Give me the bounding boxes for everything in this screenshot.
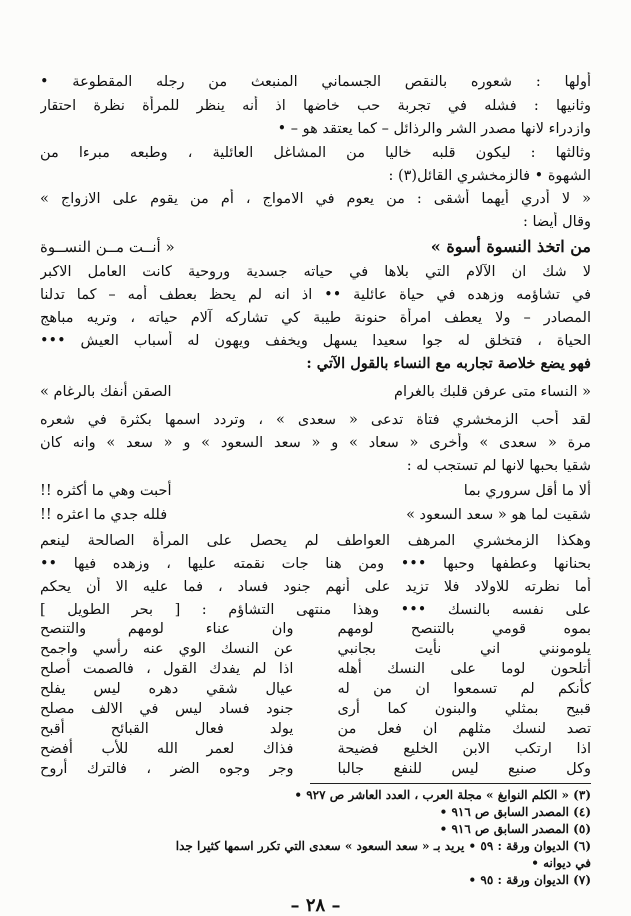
poem-line: [40, 619, 591, 639]
poem-hemistich-left: عن النسك الوي عنه رأسي واجمح: [40, 641, 294, 657]
text-line: فهو يضع خلاصة تجاربه مع النساء بالقول الآتي :: [306, 355, 591, 372]
text-line: على نفسه بالنسك ••• وهذا منتهى التشاؤم : [ بحر الطويل ]: [40, 602, 591, 618]
poem-line: [40, 759, 591, 779]
text-line: أما نظرته للاولاد فلا تزيد على أنهم جنود فساد ، فما عليه الا أن يحكم: [40, 579, 591, 595]
poem-line: [40, 639, 591, 659]
poem-line: [40, 659, 591, 679]
quote-heading-right: من اتخذ النسوة أسوة »: [430, 237, 591, 256]
footnote: (٤) المصدر السابق ص ٩١٦ •: [439, 805, 591, 819]
poem-hemistich-left: عيال شقي دهره ليس يفلح: [40, 681, 294, 697]
page-number: – ٢٨ –: [290, 895, 341, 916]
poem-line: [40, 719, 591, 739]
text-line: وقال أيضا :: [522, 214, 591, 230]
text-line: في تشاؤمه وزهده في حياة عائلية •• اذ انه لم يحظ بعطف أمه – كما تدلنا: [40, 287, 591, 303]
verse-line: [40, 504, 591, 526]
footnote: في ديوانه •: [531, 856, 591, 870]
verse-hemistich-right: « النساء متى عرفن قلبك بالغرام: [394, 384, 591, 400]
poem-hemistich-right: أتلحون لوما على النسك أهله: [337, 661, 591, 677]
text-line: بحنانها وعطفها وحبها ••• ومن هنا جات نقمته عليها ، وزهده فيها ••: [40, 556, 591, 572]
verse-line: [40, 381, 591, 403]
text-line: وازدراء لانها مصدر الشر والرذائل – كما يعتقد هو – •: [277, 121, 591, 137]
poem-hemistich-left: فذاك لعمر الله للأب أفضح: [40, 741, 294, 757]
text-line: لقد أحب الزمخشري فتاة تدعى « سعدى » ، وتردد اسمها بكثرة في شعره: [40, 412, 591, 428]
verse-hemistich-left: الصقن أنفك بالرغام »: [40, 384, 172, 400]
poem-hemistich-right: بموه قومي بالتنصح لومهم: [337, 621, 591, 637]
text-line: وهكذا الزمخشري المرهف العواطف لم يحصل على المرأة الصالحة لينعم: [40, 533, 591, 549]
poem-hemistich-left: يولد فعال القبائح أقبح: [40, 721, 294, 737]
poem-hemistich-left: اذا لم يفدك القول ، فالصمت أصلح: [40, 661, 294, 677]
verse-hemistich-right: ألا ما أقل سروري بما: [463, 483, 591, 499]
poem-line: [40, 739, 591, 759]
verse-hemistich-right: شقيت لما هو « سعد السعود »: [406, 507, 591, 523]
text-line: الحياة ، فتخلق له جوا سعيدا يسهل ويخفف ويهون له أسباب العيش •••: [40, 333, 591, 349]
footnote: (٦) الديوان ورقة : ٥٩ • يريد بـ « سعد السعود » سعدى التي تكرر اسمها كثيرا جدا: [175, 839, 591, 853]
text-line: لا شك ان الآلام التي بلاها في حياته جسدية وروحية كانت العامل الاكبر: [40, 264, 591, 280]
poem-line: [40, 679, 591, 699]
footnote: (٥) المصدر السابق ص ٩١٦ •: [439, 822, 591, 836]
text-line: وثانيها : فشله في تجربة حب خاضها اذ أنه ينظر للمرأة نظرة احتقار: [40, 98, 591, 114]
poem-line: [40, 699, 591, 719]
poem-hemistich-left: وان عناء لومهم والتنصح: [40, 621, 294, 637]
footnote: (٣) « الكلم النوابغ » مجلة العرب ، العدد العاشر ص ٩٢٧ •: [294, 788, 591, 802]
poem-hemistich-right: وكل صنيع ليس للنفع جالبا: [337, 761, 591, 777]
quote-heading: [40, 236, 591, 258]
poem-hemistich-right: قبيح بمثلي والبنون كما أرى: [337, 701, 591, 717]
text-line: وثالثها : ليكون قلبه خاليا من المشاغل العائلية ، وطبعه مبرءا من: [40, 145, 591, 161]
verse-hemistich-left: أحبت وهي ما أكثره !!: [40, 483, 172, 499]
text-line: أولها : شعوره بالنقص الجسماني المنبعث من رجله المقطوعة •: [40, 74, 591, 90]
poem-hemistich-left: وجر وجوه الضر ، فالترك أروح: [40, 761, 294, 777]
footnote: (٧) الديوان ورقة : ٩٥ •: [468, 873, 591, 887]
quote-line: « لا أدري أيهما أشقى : من يعوم في الامواج ، أم من يقوم على الازواج »: [40, 191, 591, 207]
text-line: شقيا بحبها لانها لم تستجب له :: [406, 458, 591, 474]
verse-line: [40, 480, 591, 502]
text-line: مرة « سعدى » وأخرى « سعاد » و « سعد السعود » و « سعد » وانه كان: [40, 435, 591, 451]
poem-hemistich-right: يلومونني اني نأيت بجانبي: [337, 641, 591, 657]
poem-hemistich-left: جنود فساد ليس في الالف مصلح: [40, 701, 294, 717]
poem-hemistich-right: اذا ارتكب الابن الخليع فضيحة: [337, 741, 591, 757]
poem-hemistich-right: تصد لنسك مثلهم ان فعل من: [337, 721, 591, 737]
text-line: الشهوة • فالزمخشري القائل(٣) :: [388, 168, 591, 184]
footnote-divider: [310, 783, 591, 784]
verse-hemistich-left: فلله جدي ما اعثره !!: [40, 507, 168, 523]
text-line: المصادر – ولا يعطف امرأة حنونة طيبة كي تشاركه آلام حياته ، وتريه مباهج: [40, 310, 591, 326]
quote-heading-left: « أنــت مــن النســوة: [40, 238, 175, 256]
poem-hemistich-right: كأنكم لم تسمعوا ان من له: [337, 681, 591, 697]
